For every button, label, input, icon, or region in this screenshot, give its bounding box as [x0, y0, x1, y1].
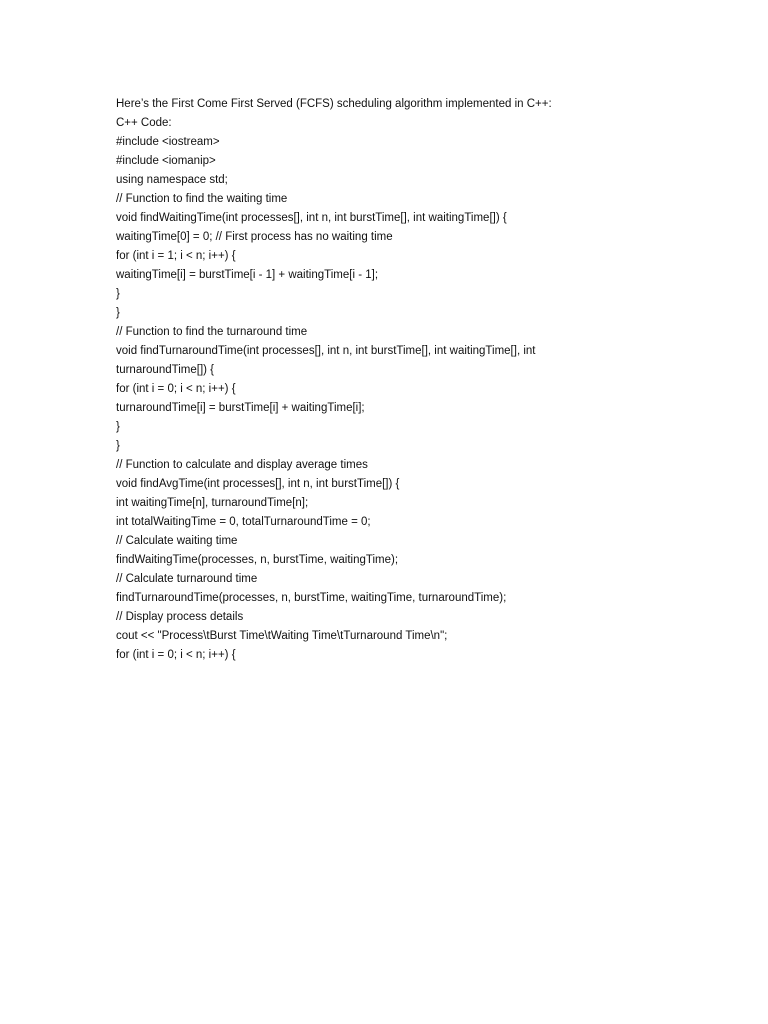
code-comment-line: // Function to find the waiting time: [116, 193, 288, 205]
code-line: waitingTime[i] = burstTime[i - 1] + waitingTime[i - 1];: [116, 269, 379, 281]
code-line: cout << "Process\tBurst Time\tWaiting Time\tTurnaround Time\n";: [116, 630, 448, 642]
code-line: turnaroundTime[]) {: [116, 364, 215, 376]
code-line: }: [116, 421, 120, 433]
code-line: void findWaitingTime(int processes[], int n, int burstTime[], int waitingTime[]) {: [116, 212, 507, 224]
code-comment-line: // Display process details: [116, 611, 244, 623]
code-heading-line: C++ Code:: [116, 117, 172, 129]
code-line: findTurnaroundTime(processes, n, burstTime, waitingTime, turnaroundTime);: [116, 592, 507, 604]
code-line: void findAvgTime(int processes[], int n, int burstTime[]) {: [116, 478, 400, 490]
code-line: for (int i = 1; i < n; i++) {: [116, 250, 236, 262]
code-line: #include <iostream>: [116, 136, 220, 148]
code-line: int waitingTime[n], turnaroundTime[n];: [116, 497, 309, 509]
code-line: turnaroundTime[i] = burstTime[i] + waitingTime[i];: [116, 402, 365, 414]
intro-line: Here’s the First Come First Served (FCFS) scheduling algorithm implemented in C++:: [116, 98, 552, 110]
code-comment-line: // Calculate waiting time: [116, 535, 238, 547]
code-line: }: [116, 440, 120, 452]
code-line: for (int i = 0; i < n; i++) {: [116, 649, 236, 661]
code-line: #include <iomanip>: [116, 155, 216, 167]
code-line: waitingTime[0] = 0; // First process has no waiting time: [116, 231, 393, 243]
code-line: using namespace std;: [116, 174, 228, 186]
code-line: }: [116, 288, 120, 300]
code-comment-line: // Calculate turnaround time: [116, 573, 258, 585]
code-comment-line: // Function to calculate and display average times: [116, 459, 368, 471]
code-line: void findTurnaroundTime(int processes[], int n, int burstTime[], int waitingTime[], int: [116, 345, 536, 357]
document-body: [116, 95, 596, 665]
code-line: findWaitingTime(processes, n, burstTime, waitingTime);: [116, 554, 399, 566]
code-comment-line: // Function to find the turnaround time: [116, 326, 308, 338]
code-line: }: [116, 307, 120, 319]
code-line: int totalWaitingTime = 0, totalTurnaroundTime = 0;: [116, 516, 371, 528]
code-line: for (int i = 0; i < n; i++) {: [116, 383, 236, 395]
